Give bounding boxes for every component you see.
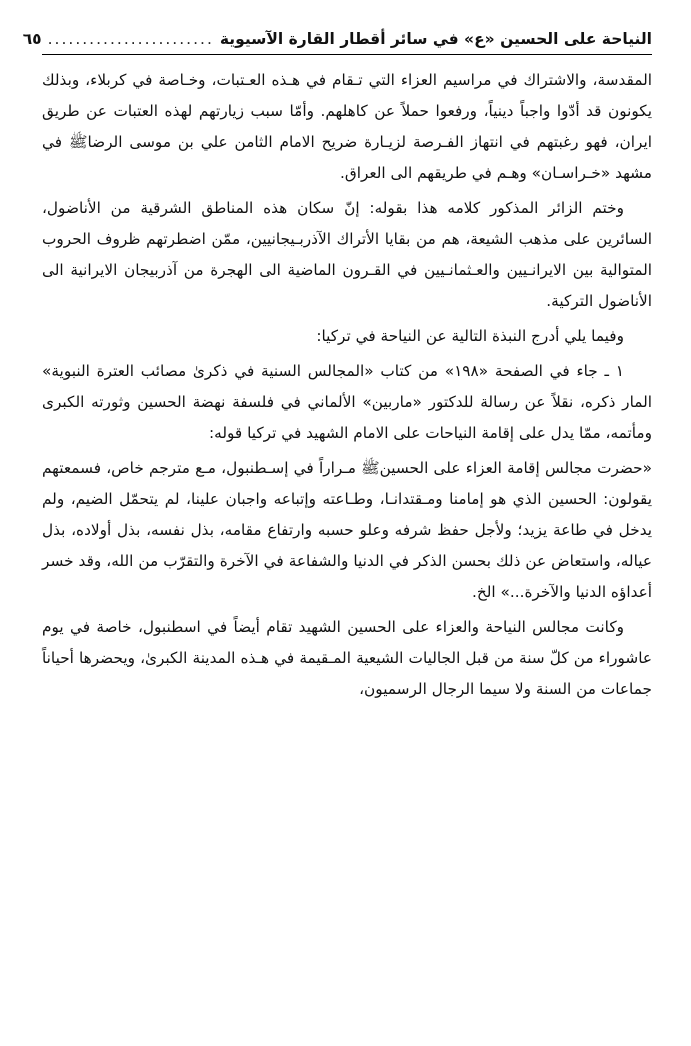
paragraph-visitor-conclusion: وختم الزائر المذكور كلامه هذا بقوله: إنّ سكان هذه المناطق الشرقية من الأناضول، السائرين على مذهب الشيعة، هم من بقايا الأتراك الآذربـيجانيين، ممّن اضطرتهم ظروف الحروب المتوالية بين الايرانـيين والعـثمانـيين في القـرون الماضية الى الهجرة من آذربيجان الايرانية الى الأناضول التركية. [42,199,652,310]
leader-dots: ........................ [47,30,214,48]
paragraph-item-1: ١ ـ جاء في الصفحة «١٩٨» من كتاب «المجالس السنية في ذكرىٰ مصائب العترة النبوية» المار ذكره، نقلاً عن رسالة للدكتور «ماربين» الألماني في فلسفة نهضة الحسين وثورته الكبرى ومأتمه، ممّا يدل على إقامة النياحات على الامام الشهيد في تركيا قوله: [42,362,652,442]
running-header [22,28,652,55]
running-header-title: النياحة على الحسين «ع» في سائر أقطار القارة الآسيوية [219,30,652,48]
paragraph-turkey-intro: وفيما يلي أدرج النبذة التالية عن النياحة في تركيا: [316,327,624,345]
paragraph-quotation: «حضرت مجالس إقامة العزاء على الحسينﷺ مـراراً في إسـطنبول، مـع مترجم خاص، فسمعتهم يقولون: الحسين الذي هو إمامنا ومـقتدانـا، وطـاعته وإتباعه واجبان علينا، لم يتحمّل الضيم، ولم يدخل في طاعة يزيد؛ ولأجل حفظ شرفه وعلو حسبه وارتفاع مقامه، بذل نفسه، بذل أولاده، بذل عياله، واستعاض عن ذلك بحسن الذكر في الدنيا والشفاعة في الآخرة والتقرّب من الله، وقد خسر أعداؤه الدنيا والآخرة...» الخ. [42,459,652,601]
paragraph-continuation: المقدسة، والاشتراك في مراسيم العزاء التي تـقام في هـذه العـتبات، وخـاصة في كربلاء، وبذلك يكونون قد أدّوا واجباً دينياً، ورفعوا حملاً عن كاهلهم. وأمّا سبب زيارتهم لهذه العتبات عن طريق ايران، فهو رغبتهم في انتهاز الفـرصة لزيـارة ضريح الامام الثامن علي بن موسى الرضاﷺ في مشهد «خـراسـان» وهـم في طريقهم الى العراق. [42,71,652,182]
page-number: ٦٥ [22,30,42,48]
paragraph-istanbul-gatherings: وكانت مجالس النياحة والعزاء على الحسين الشهيد تقام أيضاً في اسطنبول، خاصة في يوم عاشوراء من كلّ سنة من قبل الجاليات الشيعية المـقيمة في هـذه المدينة الكبرىٰ، ويحضرها أحياناً جماعات من السنة ولا سيما الرجال الرسميون، [42,618,652,698]
body-text [42,65,652,705]
book-page [22,28,652,709]
